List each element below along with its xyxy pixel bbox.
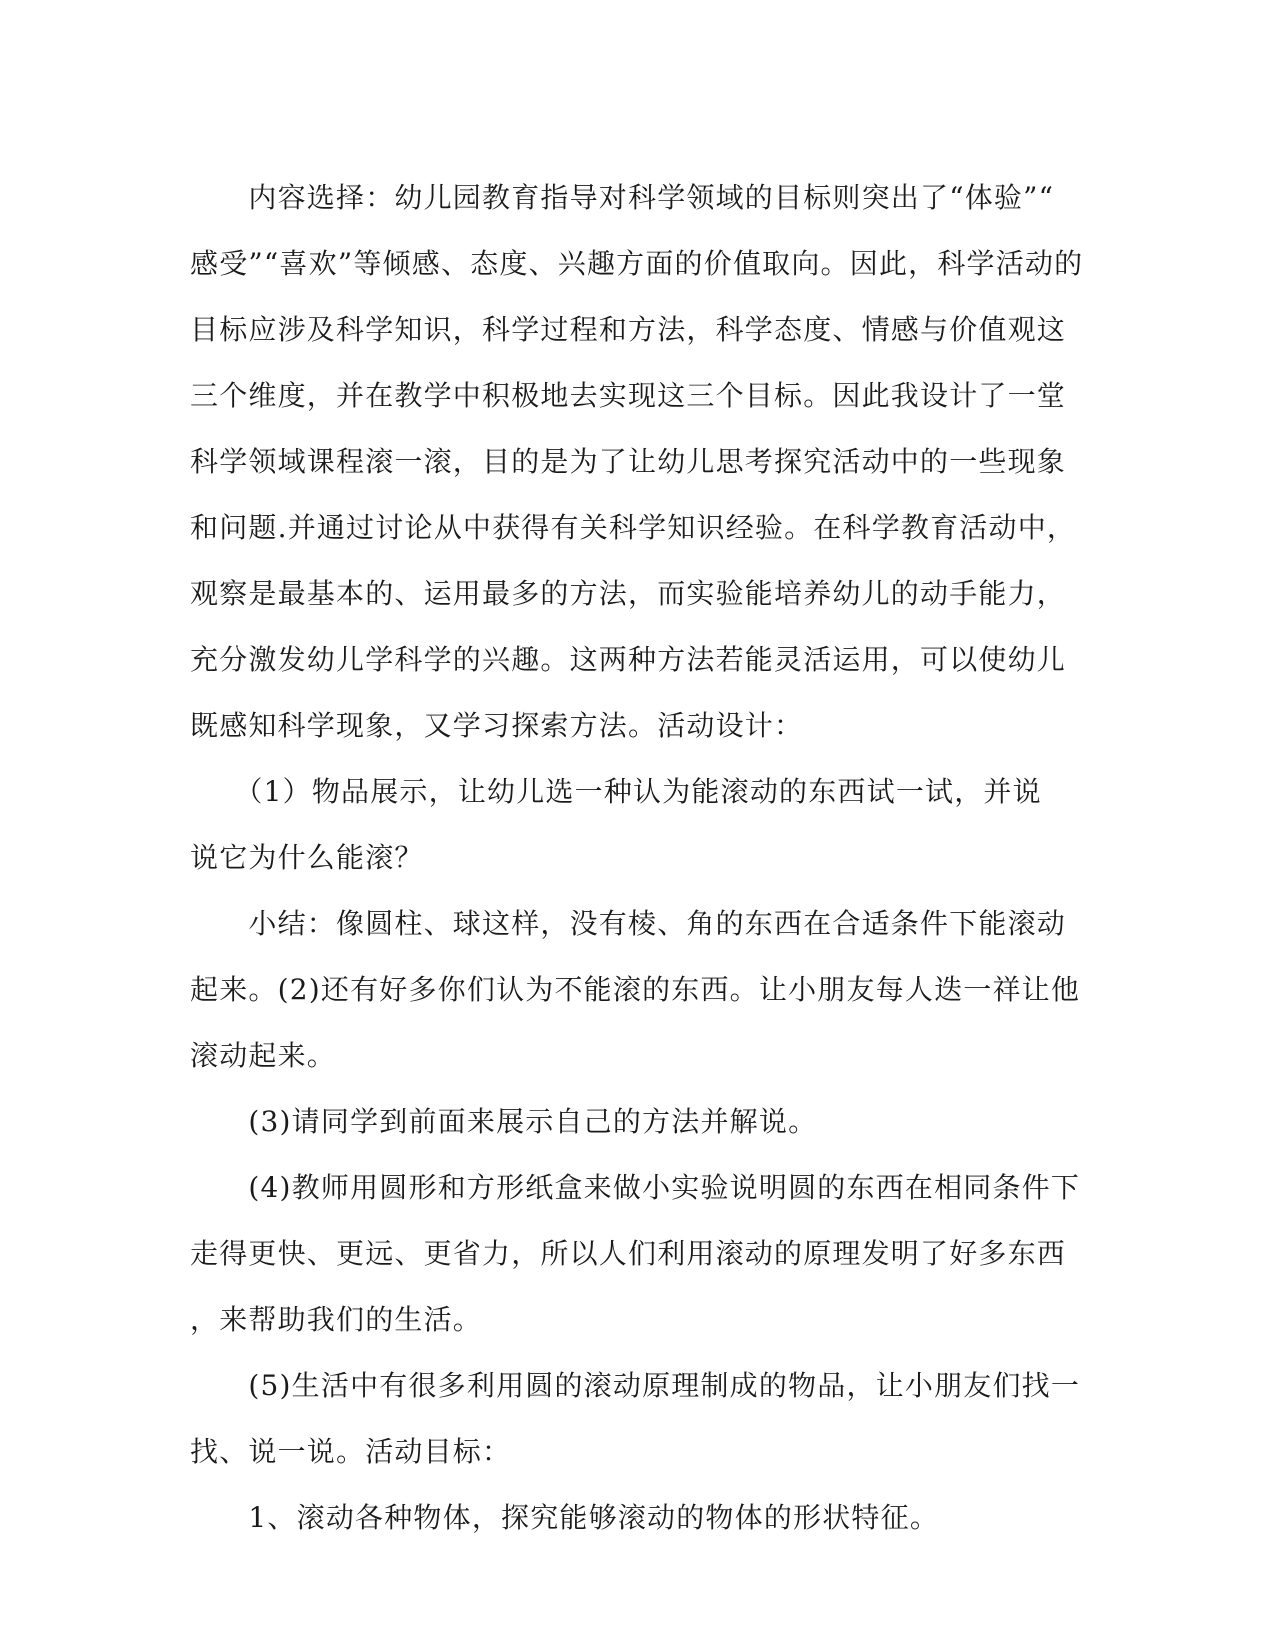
text-line: 1、滚动各种物体，探究能够滚动的物体的形状特征。 (190, 1501, 940, 1534)
text-line: 观察是最基本的、运用最多的方法，而实验能培养幼儿的动手能力， (190, 577, 1067, 610)
text-line: 内容选择：幼儿园教育指导对科学领域的目标则突出了“体验”“ (190, 181, 1055, 214)
text-line: 说它为什么能滚？ (190, 841, 424, 874)
text-line: 科学领域课程滚一滚，目的是为了让幼儿思考探究活动中的一些现象 (190, 445, 1067, 478)
document-body (190, 165, 1090, 1551)
text-line: (5)生活中有很多利用圆的滚动原理制成的物品，让小朋友们找一 (190, 1369, 1081, 1402)
text-line: 充分激发幼儿学科学的兴趣。这两种方法若能灵活运用，可以使幼儿 (190, 643, 1067, 676)
text-line: 滚动起来。 (190, 1039, 337, 1072)
text-line: 三个维度，并在教学中积极地去实现这三个目标。因此我设计了一堂 (190, 379, 1067, 412)
text-line: 感受”“喜欢”等倾感、态度、兴趣方面的价值取向。因此，科学活动的 (190, 247, 1084, 280)
text-line: 走得更快、更远、更省力，所以人们利用滚动的原理发明了好多东西 (190, 1237, 1067, 1270)
text-line: ，来帮助我们的生活。 (190, 1303, 483, 1336)
text-line: 既感知科学现象，又学习探索方法。活动设计： (190, 709, 804, 742)
text-line: （1）物品展示，让幼儿选一种认为能滚动的东西试一试，并说 (190, 775, 1042, 808)
text-line: 起来。(2)还有好多你们认为不能滚的东西。让小朋友每人迭一祥让他 (190, 973, 1081, 1006)
text-line: 和问题.并通过讨论从中获得有关科学知识经验。在科学教育活动中， (190, 511, 1077, 544)
text-line: (4)教师用圆形和方形纸盒来做小实验说明圆的东西在相同条件下 (190, 1171, 1081, 1204)
text-line: 找、说一说。活动目标： (190, 1435, 512, 1468)
text-line: (3)请同学到前面来展示自己的方法并解说。 (190, 1105, 818, 1138)
text-line: 小结：像圆柱、球这样，没有棱、角的东西在合适条件下能滚动 (190, 907, 1067, 940)
text-line: 目标应涉及科学知识，科学过程和方法，科学态度、情感与价值观这 (190, 313, 1067, 346)
